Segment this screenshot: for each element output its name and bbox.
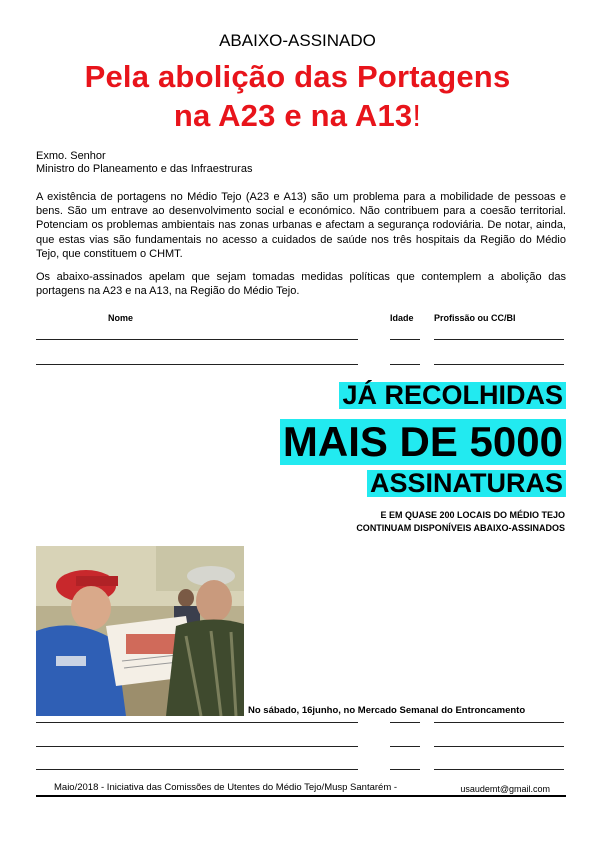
footer — [36, 782, 566, 797]
age-line — [390, 769, 420, 770]
availability-note-line-2: CONTINUAM DISPONÍVEIS ABAIXO-ASSINADOS — [356, 523, 565, 533]
address-salutation: Exmo. Senhor — [36, 150, 106, 162]
footer-email: usaudemt@gmail.com — [460, 784, 550, 794]
availability-note-line-1: E EM QUASE 200 LOCAIS DO MÉDIO TEJO — [380, 510, 565, 520]
headline-line-1: Pela abolição das Portagens — [84, 59, 511, 94]
profession-line — [434, 722, 564, 723]
headline-line-2 — [0, 98, 595, 134]
name-line — [36, 746, 358, 747]
name-line — [36, 769, 358, 770]
photo-caption: No sábado, 16junho, no Mercado Semanal do Entroncamento — [248, 705, 526, 716]
age-line — [390, 364, 420, 365]
profession-line — [434, 339, 564, 340]
profession-line — [434, 769, 564, 770]
address-recipient: Ministro do Planeamento e das Infraestruras — [36, 163, 253, 175]
market-photo-image — [36, 546, 244, 716]
footer-text: Maio/2018 - Iniciativa das Comissões de Utentes do Médio Tejo/Musp Santarém - — [54, 782, 398, 793]
name-line — [36, 364, 358, 365]
name-line — [36, 722, 358, 723]
document-subtitle: ABAIXO-ASSINADO — [219, 31, 376, 50]
banner-line-2: MAIS DE 5000 — [280, 419, 566, 465]
market-photo — [36, 546, 244, 716]
banner-line-3: ASSINATURAS — [367, 470, 566, 497]
age-line — [390, 722, 420, 723]
column-header-profession: Profissão ou CC/BI — [434, 313, 516, 323]
column-header-name: Nome — [108, 313, 134, 323]
age-line — [390, 746, 420, 747]
headline-exclamation: ! — [412, 98, 422, 133]
profession-line — [434, 746, 564, 747]
age-line — [390, 339, 420, 340]
banner-line-1: JÁ RECOLHIDAS — [339, 382, 566, 409]
headline-line-2-text: na A23 e na A13 — [173, 98, 413, 133]
profession-line — [434, 364, 564, 365]
body-paragraph-2: Os abaixo-assinados apelam que sejam tomadas medidas políticas que contemplem a abolição das portagens na A23 e na A13, na Região do Médio Tejo. — [36, 271, 566, 298]
body-paragraph-1: A existência de portagens no Médio Tejo (A23 e A13) são um problema para a mobilidade de pessoas e bens. São um entrave ao desenvolvimento social e económico. Não contribuem para a coesão territorial. Potenciam os problemas ambientais nas zonas urbanas e afectam a segurança rodoviária. De notar, ainda, que estas vias são fundamentais no acesso a cuidados de saúde nos três hospitais da Região do Médio Tejo, que constituem o CHMT. — [36, 191, 566, 260]
name-line — [36, 339, 358, 340]
column-header-age: Idade — [390, 313, 414, 323]
